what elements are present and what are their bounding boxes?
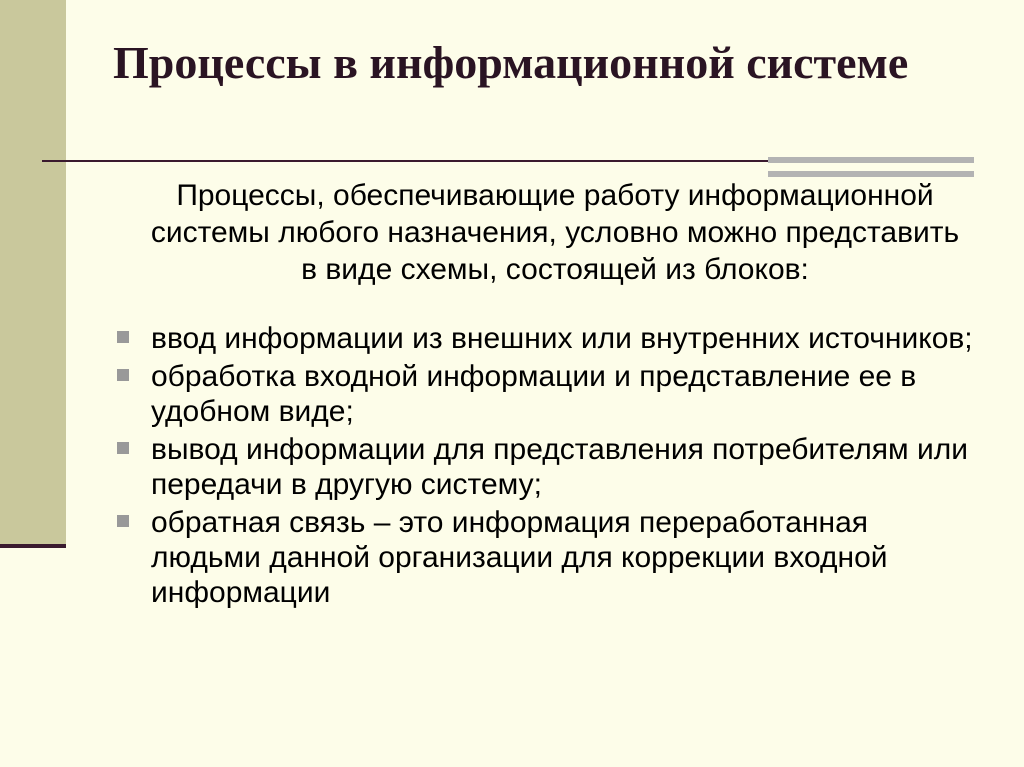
list-item [113,505,973,610]
list-item [113,432,973,502]
intro-paragraph: Процессы, обеспечивающие работу информационной системы любого назначения, условно можно представить в виде схемы, состоящей из блоков: [150,179,960,286]
square-bullet-icon [117,331,129,343]
title-accent-bars [768,157,974,177]
slide-title: Процессы в информационной системе [113,37,909,88]
bullet-text: обратная связь – это информация переработанная людьми данной организации для коррекции входной информации [151,506,888,609]
square-bullet-icon [117,369,129,381]
square-bullet-icon [117,442,129,454]
square-bullet-icon [117,515,129,527]
accent-bar-top [768,157,974,163]
bullet-text: обработка входной информации и представление ее в удобном виде; [151,360,917,428]
bullet-text: вывод информации для представления потребителям или передачи в другую систему; [151,433,968,501]
list-item [113,321,973,356]
bullet-text: ввод информации из внешних или внутренних источников; [151,322,973,355]
bullet-list [113,321,973,613]
sidebar-rule [0,544,66,548]
list-item [113,359,973,429]
sidebar-decoration [0,0,66,546]
